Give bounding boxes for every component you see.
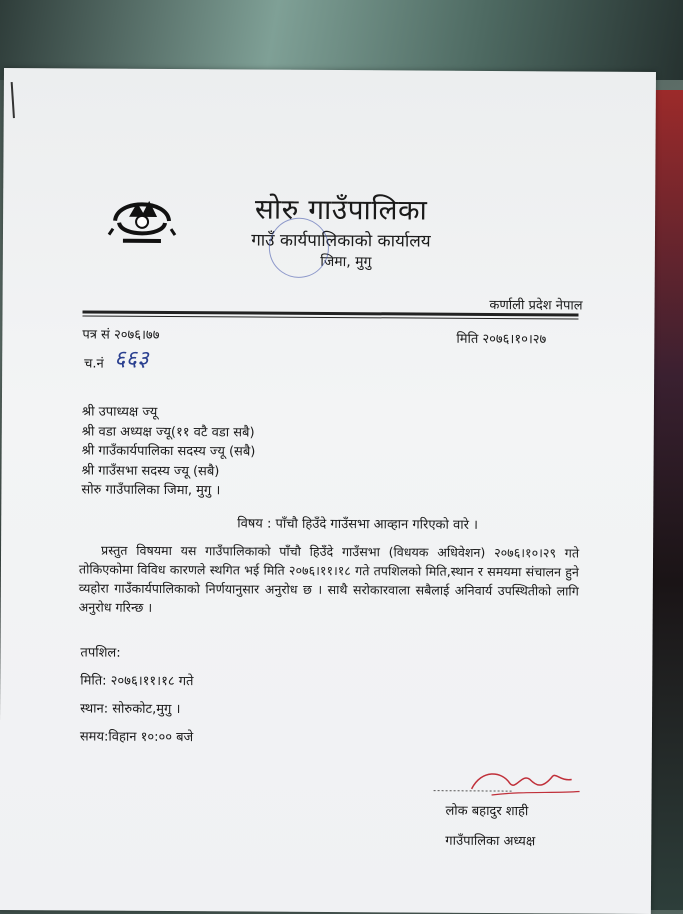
province-name: कर्णाली प्रदेश नेपाल [489,297,583,314]
org-name: सोरु गाउँपालिका [254,192,428,227]
dispatch-number: ६६३ [114,346,149,372]
signer-name: लोक बहादुर शाही [445,803,529,820]
addressee-line: श्री गाउँसभा सदस्य ज्यू (सबै) [81,462,220,479]
office-name: गाउँ कार्यपालिकाको कार्यालय [251,230,431,252]
letter-body: प्रस्तुत विषयमा यस गाउँपालिकाको पाँचौ हिउँदे गाउँसभा (विधयक अधिवेशन) २०७६।१०।२९ गते तोकिएकोमा विविध कारणले स्थगित भई मिति २०७६।११।१८ गते तपशिलको मिति,स्थान र समयमा संचालन हुने व्यहोरा गाउँकार्यपालिकाको निर्णयानुसार अनुरोध छ । साथै सरोकारवाला सबैलाई अनिवार्य उपस्थितीको लागि अनुरोध गरिन्छ । [78,542,580,615]
addressee-line: श्री गाउँकार्यपालिका सदस्य ज्यू (सबै) [81,443,256,460]
letter-paper [0,68,656,914]
dispatch-label: च.नं [84,356,104,372]
office-address: जिमा, मुगु [320,253,372,271]
addressee-list [81,402,255,501]
nepal-emblem-icon [107,187,177,249]
detail-time: समय:विहान १०:०० बजे [79,729,194,746]
letter-number: पत्र सं २०७६।७७ [82,327,160,343]
addressee-line: सोरु गाउँपालिका जिमा, मुगु । [81,482,221,499]
pen-mark [11,82,15,118]
detail-place: स्थान: सोरुकोट,मुगु । [80,701,181,718]
header-rule-thin [82,315,578,319]
letter-date: मिति २०७६।१०।२७ [456,331,547,348]
addressee-line: श्री वडा अध्यक्ष ज्यू(११ वटै वडा सबै) [81,423,255,441]
detail-date: मिति: २०७६।११।१८ गते [80,673,194,690]
addressee-line: श्री उपाध्यक्ष ज्यू [81,404,158,420]
details-title: तपशिल: [80,645,121,661]
signature-mark [432,761,582,802]
letter-subject: विषय : पाँचौ हिउँदे गाउँसभा आव्हान गरिएको वारे । [237,516,479,533]
signer-title: गाउँपालिका अध्यक्ष [445,833,536,850]
